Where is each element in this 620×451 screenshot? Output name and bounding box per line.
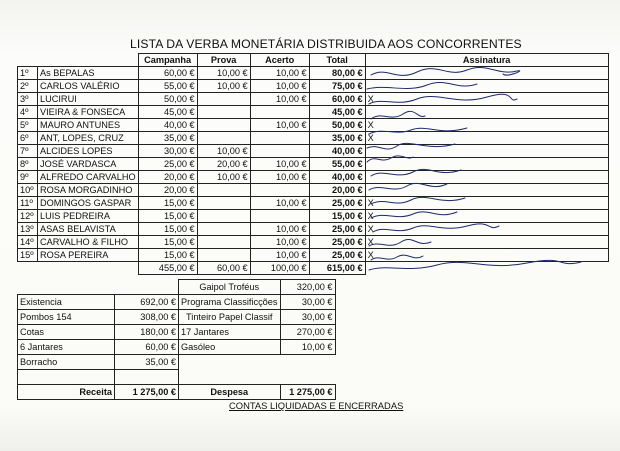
row-name: ALCIDES LOPES <box>38 145 139 158</box>
row-position: 10º <box>18 184 38 197</box>
row-prova <box>197 236 250 249</box>
row-position: 4º <box>18 106 38 119</box>
summary-total-row <box>18 385 336 400</box>
row-name: LUIS PEDREIRA <box>38 210 139 223</box>
income-label: Existencia <box>18 295 115 310</box>
table-row <box>18 80 609 93</box>
row-signature-mark: X <box>365 197 608 210</box>
row-prova <box>197 119 250 132</box>
row-position: 1º <box>18 67 38 80</box>
table-row <box>18 236 609 249</box>
row-signature-mark: X <box>365 119 608 132</box>
table-row <box>18 197 609 210</box>
row-prova <box>197 210 250 223</box>
row-acerto: 10,00 € <box>250 119 309 132</box>
row-campanha: 15,00 € <box>138 197 197 210</box>
totals-row <box>18 262 609 275</box>
row-position: 7º <box>18 145 38 158</box>
income-label: Pombos 154 <box>18 310 115 325</box>
row-signature-mark: X <box>365 236 608 249</box>
row-campanha: 15,00 € <box>138 249 197 262</box>
row-total: 55,00 € <box>309 158 365 171</box>
row-signature-mark: X <box>365 132 608 145</box>
header-prova: Prova <box>197 54 250 67</box>
row-name: ALFREDO CARVALHO <box>38 171 139 184</box>
row-name: VIEIRA & FONSECA <box>38 106 139 119</box>
receita-label: Receita <box>18 385 115 400</box>
row-prova <box>197 249 250 262</box>
receita-value: 1 275,00 € <box>115 385 179 400</box>
row-name: ASAS BELAVISTA <box>38 223 139 236</box>
table-row <box>18 210 609 223</box>
header-acerto: Acerto <box>250 54 309 67</box>
row-acerto: 10,00 € <box>250 249 309 262</box>
row-name: LUCIRUI <box>38 93 139 106</box>
income-value: 692,00 € <box>115 295 179 310</box>
row-position: 2º <box>18 80 38 93</box>
gaipol-value: 320,00 € <box>280 280 335 295</box>
header-assinatura: Assinatura <box>365 54 608 67</box>
income-value: 35,00 € <box>115 355 179 370</box>
total-grand: 615,00 € <box>309 262 365 275</box>
row-total: 20,00 € <box>309 184 365 197</box>
row-position: 11º <box>18 197 38 210</box>
row-position: 14º <box>18 236 38 249</box>
row-campanha: 25,00 € <box>138 158 197 171</box>
row-campanha: 35,00 € <box>138 132 197 145</box>
row-acerto: 10,00 € <box>250 158 309 171</box>
row-acerto: 10,00 € <box>250 93 309 106</box>
row-name: ANT, LOPES, CRUZ <box>38 132 139 145</box>
row-total: 50,00 € <box>309 119 365 132</box>
row-campanha: 20,00 € <box>138 184 197 197</box>
accounts-summary-table <box>17 279 336 400</box>
row-signature-mark <box>365 171 608 184</box>
row-prova: 20,00 € <box>197 158 250 171</box>
header-campanha: Campanha <box>138 54 197 67</box>
row-prova <box>197 197 250 210</box>
row-prova <box>197 184 250 197</box>
row-acerto <box>250 106 309 119</box>
despesa-value: 1 275,00 € <box>280 385 335 400</box>
row-total: 40,00 € <box>309 145 365 158</box>
row-signature-mark <box>365 145 608 158</box>
table-row <box>18 132 609 145</box>
table-row <box>18 223 609 236</box>
row-acerto: 10,00 € <box>250 197 309 210</box>
expense-label: Gasóleo <box>179 340 281 355</box>
row-signature-mark <box>365 184 608 197</box>
income-value: 60,00 € <box>115 340 179 355</box>
table-row <box>18 93 609 106</box>
despesa-label: Despesa <box>179 385 281 400</box>
row-name: DOMINGOS GASPAR <box>38 197 139 210</box>
closing-note: CONTAS LIQUIDADAS E ENCERRADAS <box>229 400 404 411</box>
row-campanha: 20,00 € <box>138 171 197 184</box>
row-signature-mark <box>365 106 608 119</box>
table-row <box>18 106 609 119</box>
row-prova: 10,00 € <box>197 145 250 158</box>
income-value: 180,00 € <box>115 325 179 340</box>
row-campanha: 15,00 € <box>138 210 197 223</box>
income-value: 308,00 € <box>115 310 179 325</box>
row-prova: 10,00 € <box>197 80 250 93</box>
row-name: JOSÉ VARDASCA <box>38 158 139 171</box>
row-campanha: 60,00 € <box>138 67 197 80</box>
row-campanha: 50,00 € <box>138 93 197 106</box>
header-total: Total <box>309 54 365 67</box>
row-position: 12º <box>18 210 38 223</box>
table-header-row <box>18 54 609 67</box>
row-total: 25,00 € <box>309 249 365 262</box>
row-total: 40,00 € <box>309 171 365 184</box>
summary-row <box>18 325 336 340</box>
row-name: CARLOS VALÉRIO <box>38 80 139 93</box>
summary-row <box>18 295 336 310</box>
expense-value: 10,00 € <box>280 340 335 355</box>
row-acerto: 10,00 € <box>250 67 309 80</box>
row-campanha: 40,00 € <box>138 119 197 132</box>
row-total: 25,00 € <box>309 223 365 236</box>
summary-row <box>18 340 336 355</box>
row-signature-mark: X <box>365 223 608 236</box>
row-acerto: 10,00 € <box>250 236 309 249</box>
row-name: MAURO ANTUNES <box>38 119 139 132</box>
row-position: 5º <box>18 119 38 132</box>
row-total: 75,00 € <box>309 80 365 93</box>
row-prova <box>197 223 250 236</box>
row-name: CARVALHO & FILHO <box>38 236 139 249</box>
row-total: 35,00 € <box>309 132 365 145</box>
row-acerto <box>250 145 309 158</box>
summary-row <box>18 310 336 325</box>
row-campanha: 15,00 € <box>138 236 197 249</box>
total-prova: 60,00 € <box>197 262 250 275</box>
expense-label: Tinteiro Papel Classif <box>179 310 281 325</box>
expense-label: Programa Classificções <box>179 295 281 310</box>
row-campanha: 55,00 € <box>138 80 197 93</box>
row-campanha: 15,00 € <box>138 223 197 236</box>
table-row <box>18 67 609 80</box>
row-signature-mark: X <box>365 210 608 223</box>
table-row <box>18 145 609 158</box>
row-total: 60,00 € <box>309 93 365 106</box>
row-total: 25,00 € <box>309 197 365 210</box>
row-signature-mark <box>365 80 608 93</box>
row-signature-mark <box>365 67 608 80</box>
row-acerto: 10,00 € <box>250 80 309 93</box>
row-acerto <box>250 132 309 145</box>
row-acerto <box>250 184 309 197</box>
document-title: LISTA DA VERBA MONETÁRIA DISTRIBUIDA AOS CONCORRENTES <box>130 37 522 51</box>
row-position: 15º <box>18 249 38 262</box>
row-name: ROSA PEREIRA <box>38 249 139 262</box>
row-prova: 10,00 € <box>197 67 250 80</box>
income-label: Cotas <box>18 325 115 340</box>
income-label: 6 Jantares <box>18 340 115 355</box>
row-campanha: 45,00 € <box>138 106 197 119</box>
row-total: 15,00 € <box>309 210 365 223</box>
row-campanha: 30,00 € <box>138 145 197 158</box>
expense-label: 17 Jantares <box>179 325 281 340</box>
row-total: 25,00 € <box>309 236 365 249</box>
income-label: Borracho <box>18 355 115 370</box>
row-prova <box>197 132 250 145</box>
expense-value: 270,00 € <box>280 325 335 340</box>
row-position: 6º <box>18 132 38 145</box>
row-name: ROSA MORGADINHO <box>38 184 139 197</box>
row-total: 45,00 € <box>309 106 365 119</box>
total-acerto: 100,00 € <box>250 262 309 275</box>
row-position: 9º <box>18 171 38 184</box>
table-row <box>18 171 609 184</box>
row-signature-mark: X <box>365 249 608 262</box>
row-prova <box>197 93 250 106</box>
row-signature-mark: X <box>365 93 608 106</box>
distribution-table <box>17 53 609 275</box>
summary-row <box>18 370 336 385</box>
table-row <box>18 249 609 262</box>
table-row <box>18 184 609 197</box>
row-acerto: 10,00 € <box>250 223 309 236</box>
row-acerto <box>250 210 309 223</box>
gaipol-label: Gaipol Troféus <box>179 280 281 295</box>
row-prova: 10,00 € <box>197 171 250 184</box>
row-position: 8º <box>18 158 38 171</box>
summary-row <box>18 280 336 295</box>
total-campanha: 455,00 € <box>138 262 197 275</box>
row-total: 80,00 € <box>309 67 365 80</box>
expense-value: 30,00 € <box>280 310 335 325</box>
row-prova <box>197 106 250 119</box>
table-row <box>18 119 609 132</box>
row-acerto: 10,00 € <box>250 171 309 184</box>
row-name: As BEPALAS <box>38 67 139 80</box>
row-position: 3º <box>18 93 38 106</box>
table-row <box>18 158 609 171</box>
row-position: 13º <box>18 223 38 236</box>
summary-row <box>18 355 336 370</box>
expense-value: 30,00 € <box>280 295 335 310</box>
row-signature-mark <box>365 158 608 171</box>
